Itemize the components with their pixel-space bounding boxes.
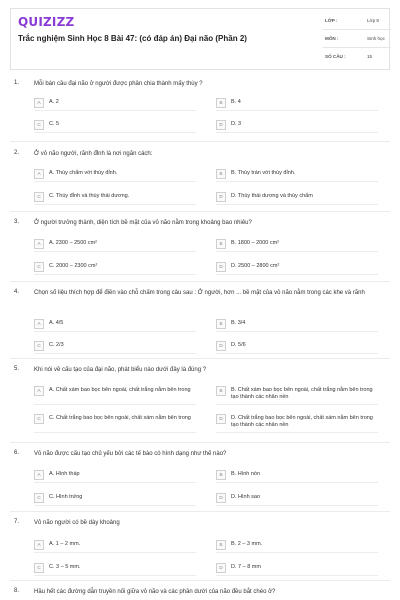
- option-letter: D: [216, 341, 226, 351]
- option-letter: B: [216, 239, 226, 249]
- option-text: C. 3 – 5 mm.: [49, 564, 81, 570]
- meta-label: LỚP :: [325, 18, 338, 23]
- meta-value: 15: [367, 54, 373, 59]
- option-text: B. Chất xám bao bọc bên ngoài, chất trắng nằm bên trong tạo thành các nhân nền: [231, 387, 373, 400]
- divider: [10, 141, 390, 142]
- option-text: C. Hình trứng: [49, 494, 83, 500]
- option-d[interactable]: [216, 491, 378, 506]
- option-text: A. Hình tháp: [49, 471, 80, 477]
- option-c[interactable]: [34, 260, 196, 275]
- worksheet-header: [10, 8, 390, 70]
- question-number: 1.: [14, 80, 20, 86]
- option-text: B. Hình nón: [231, 471, 261, 477]
- option-letter: B: [216, 98, 226, 108]
- option-letter: A: [34, 540, 44, 550]
- divider: [10, 511, 390, 512]
- meta-row-class: [323, 12, 391, 30]
- question-text: Ở người trưởng thành, diện tích bề mặt của vỏ não nằm trong khoảng bao nhiêu?: [34, 220, 252, 226]
- option-letter: C: [34, 120, 44, 130]
- option-text: A. Thùy chẩm với thùy đỉnh.: [49, 170, 118, 176]
- meta-row-count: [323, 48, 391, 65]
- divider: [10, 580, 390, 581]
- option-b[interactable]: [216, 538, 378, 553]
- option-a[interactable]: [34, 237, 196, 252]
- meta-row-subject: [323, 30, 391, 48]
- question-text: Vỏ não người có bề dày khoảng: [34, 520, 120, 526]
- quizizz-logo[interactable]: QUIZIZZ: [18, 15, 75, 29]
- option-a[interactable]: [34, 317, 196, 332]
- option-letter: C: [34, 563, 44, 573]
- option-letter: A: [34, 386, 44, 396]
- option-text: D. 2500 – 2800 cm²: [231, 263, 280, 269]
- option-letter: B: [216, 319, 226, 329]
- question-number: 8.: [14, 588, 20, 594]
- option-letter: A: [34, 470, 44, 480]
- divider: [10, 442, 390, 443]
- option-text: B. 1800 – 2000 cm²: [231, 240, 280, 246]
- option-text: D. 5/6: [231, 342, 246, 348]
- option-text: C. Chất trắng bao bọc bên ngoài, chất xám nằm bên trong: [49, 415, 191, 421]
- option-c[interactable]: [34, 491, 196, 506]
- option-letter: A: [34, 98, 44, 108]
- question-text: Chọn số liệu thích hợp để điền vào chỗ chấm trong câu sau : Ở người, hơn ... bề mặt của vỏ não nằm trong các khe và rãnh: [34, 290, 365, 296]
- option-letter: A: [34, 239, 44, 249]
- option-b[interactable]: [216, 468, 378, 483]
- option-b[interactable]: [216, 317, 378, 332]
- meta-value: Lớp 8: [367, 18, 379, 23]
- option-text: D. Hình sao: [231, 494, 261, 500]
- option-a[interactable]: [34, 96, 196, 111]
- meta-table: [323, 9, 391, 71]
- option-letter: C: [34, 341, 44, 351]
- option-c[interactable]: [34, 412, 196, 433]
- question-number: 7.: [14, 519, 20, 525]
- question-number: 5.: [14, 366, 20, 372]
- option-a[interactable]: [34, 468, 196, 483]
- option-a[interactable]: [34, 538, 196, 553]
- option-text: C. 5: [49, 121, 60, 127]
- option-letter: D: [216, 493, 226, 503]
- option-text: A. 4/5: [49, 320, 64, 326]
- question-text: Vỏ não được cấu tạo chủ yếu bởi các tế bào có hình dạng như thế nào?: [34, 451, 227, 457]
- option-letter: C: [34, 414, 44, 424]
- option-b[interactable]: [216, 237, 378, 252]
- option-d[interactable]: [216, 118, 378, 133]
- option-text: A. Chất xám bao bọc bên ngoài, chất trắng nằm bên trong: [49, 387, 191, 393]
- option-letter: A: [34, 169, 44, 179]
- page-title: Trắc nghiệm Sinh Học 8 Bài 47: (có đáp án) Đại não (Phần 2): [18, 34, 247, 43]
- option-text: D. Thùy thái dương và thùy chẩm: [231, 193, 313, 199]
- option-text: D. 3: [231, 121, 242, 127]
- option-d[interactable]: [216, 260, 378, 275]
- option-d[interactable]: [216, 412, 378, 433]
- option-letter: A: [34, 319, 44, 329]
- option-c[interactable]: [34, 118, 196, 133]
- question-number: 2.: [14, 150, 20, 156]
- option-letter: C: [34, 262, 44, 272]
- option-c[interactable]: [34, 190, 196, 205]
- meta-label: SỐ CÂU :: [325, 54, 346, 59]
- divider: [10, 211, 390, 212]
- option-letter: C: [34, 493, 44, 503]
- question-text: Ở vỏ não người, rãnh đỉnh là nơi ngăn cách:: [34, 151, 153, 157]
- option-text: B. 4: [231, 99, 241, 105]
- option-c[interactable]: [34, 339, 196, 354]
- option-a[interactable]: [34, 167, 196, 182]
- option-letter: D: [216, 192, 226, 202]
- option-text: C. 2/3: [49, 342, 64, 348]
- option-letter: D: [216, 563, 226, 573]
- option-text: B. Thùy trán với thùy đỉnh.: [231, 170, 296, 176]
- meta-label: MÔN :: [325, 36, 339, 41]
- option-letter: B: [216, 169, 226, 179]
- question-number: 4.: [14, 289, 20, 295]
- option-text: A. 2300 – 2500 cm²: [49, 240, 98, 246]
- option-letter: D: [216, 120, 226, 130]
- option-d[interactable]: [216, 190, 378, 205]
- option-letter: D: [216, 414, 226, 424]
- option-letter: D: [216, 262, 226, 272]
- option-text: C. Thùy đỉnh và thùy thái dương.: [49, 193, 130, 199]
- option-letter: B: [216, 540, 226, 550]
- option-text: C. 2000 – 2300 cm²: [49, 263, 98, 269]
- option-text: B. 3/4: [231, 320, 246, 326]
- option-b[interactable]: [216, 384, 378, 405]
- option-a[interactable]: [34, 384, 196, 405]
- divider: [10, 358, 390, 359]
- option-text: D. Chất trắng bao bọc bên ngoài, chất xám nằm bên trong tạo thành các nhân nền: [231, 415, 373, 428]
- option-letter: B: [216, 470, 226, 480]
- option-letter: C: [34, 192, 44, 202]
- question-text: Hầu hết các đường dẫn truyền nối giữa vỏ não và các phần dưới của não đều bắt chéo ở?: [34, 589, 276, 595]
- meta-value: Sinh học: [367, 36, 385, 41]
- option-b[interactable]: [216, 96, 378, 111]
- option-b[interactable]: [216, 167, 378, 182]
- option-d[interactable]: [216, 339, 378, 354]
- option-text: B. 2 – 3 mm.: [231, 541, 263, 547]
- option-d[interactable]: [216, 561, 378, 576]
- question-text: Mỗi bán cầu đại não ở người được phân chia thành mấy thùy ?: [34, 81, 203, 87]
- option-letter: B: [216, 386, 226, 396]
- option-text: D. 7 – 8 mm: [231, 564, 261, 570]
- question-text: Khi nói về cấu tạo của đại não, phát biểu nào dưới đây là đúng ?: [34, 367, 207, 373]
- option-text: A. 2: [49, 99, 59, 105]
- option-text: A. 1 – 2 mm.: [49, 541, 81, 547]
- option-c[interactable]: [34, 561, 196, 576]
- divider: [10, 281, 390, 282]
- question-number: 3.: [14, 219, 20, 225]
- question-number: 6.: [14, 450, 20, 456]
